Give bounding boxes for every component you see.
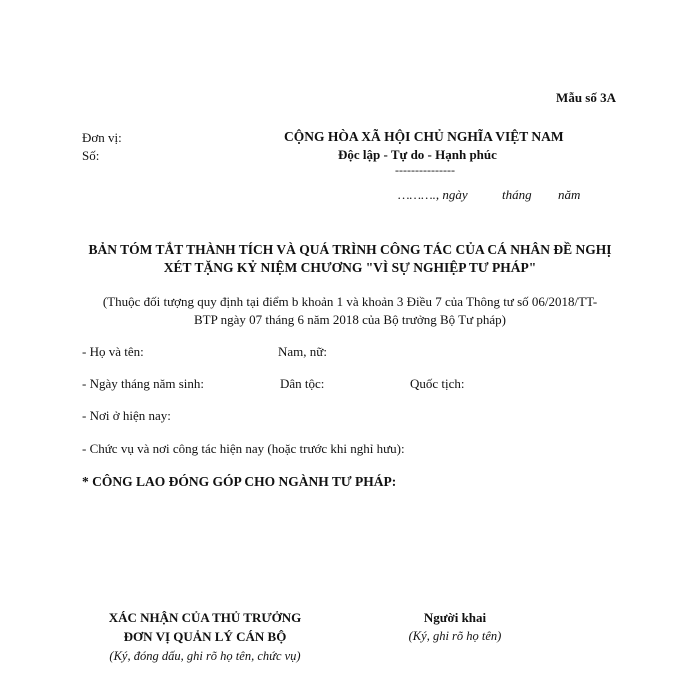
field-gender: Nam, nữ: xyxy=(278,344,327,359)
confirmation-note: (Ký, đóng dấu, ghi rõ họ tên, chức vụ) xyxy=(109,649,301,663)
form-number: Mẫu số 3A xyxy=(556,90,616,105)
national-motto: Độc lập - Tự do - Hạnh phúc xyxy=(338,147,497,162)
declarant-note: (Ký, ghi rõ họ tên) xyxy=(408,629,502,643)
document-title-line-2: XÉT TẶNG KỶ NIỆM CHƯƠNG "VÌ SỰ NGHIỆP TƯ PHÁP" xyxy=(163,260,537,275)
dateline-place-day: ………., ngày xyxy=(398,187,468,202)
field-position-workplace: - Chức vụ và nơi công tác hiện nay (hoặc trước khi nghỉ hưu): xyxy=(82,441,405,456)
dateline-year: năm xyxy=(558,187,581,202)
document-subtitle-line-2: BTP ngày 07 tháng 6 năm 2018 của Bộ trưởng Bộ Tư pháp) xyxy=(194,312,506,327)
field-date-of-birth: - Ngày tháng năm sinh: xyxy=(82,376,205,391)
header-divider: --------------- xyxy=(395,163,455,177)
declarant-signature-block xyxy=(380,610,530,644)
document-number-label: Số: xyxy=(82,148,100,163)
declarant-title: Người khai xyxy=(423,610,487,625)
document-title-line-1: BẢN TÓM TẮT THÀNH TÍCH VÀ QUÁ TRÌNH CÔNG TÁC CỦA CÁ NHÂN ĐỀ NGHỊ xyxy=(88,242,612,257)
confirmation-title-line-2: ĐƠN VỊ QUẢN LÝ CÁN BỘ xyxy=(123,629,287,644)
document-subtitle-line-1: (Thuộc đối tượng quy định tại điểm b khoản 1 và khoản 3 Điều 7 của Thông tư số 06/2018/TT- xyxy=(102,294,598,309)
field-residence: - Nơi ở hiện nay: xyxy=(82,408,171,423)
field-ethnicity: Dân tộc: xyxy=(280,376,325,391)
section-heading-contributions: * CÔNG LAO ĐÓNG GÓP CHO NGÀNH TƯ PHÁP: xyxy=(82,474,397,489)
confirmation-signature-block xyxy=(80,610,330,664)
field-full-name: - Họ và tên: xyxy=(82,344,144,359)
dateline-month: tháng xyxy=(502,187,532,202)
field-nationality: Quốc tịch: xyxy=(410,376,465,391)
national-title: CỘNG HÒA XÃ HỘI CHỦ NGHĨA VIỆT NAM xyxy=(284,129,564,144)
unit-label: Đơn vị: xyxy=(82,130,122,145)
confirmation-title-line-1: XÁC NHẬN CỦA THỦ TRƯỞNG xyxy=(108,610,302,625)
dateline xyxy=(398,187,580,203)
